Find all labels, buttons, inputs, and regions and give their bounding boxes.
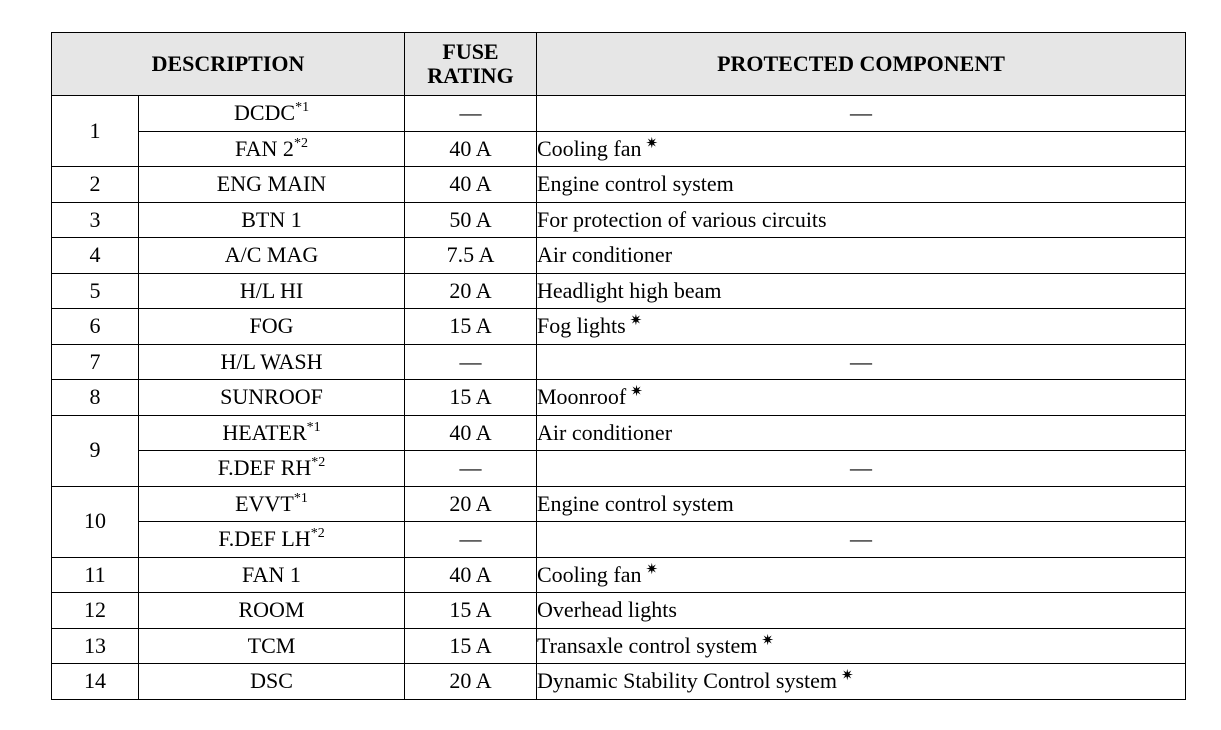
- protected-component: [537, 202, 1186, 238]
- fuse-name: TCM: [247, 632, 296, 658]
- fuse-name: F.DEF LH: [218, 526, 311, 552]
- fuse-number: 4: [52, 238, 139, 274]
- fuse-rating: 20 A: [405, 486, 537, 522]
- table-row: [52, 309, 1186, 345]
- table-row: [52, 202, 1186, 238]
- component-text: Cooling fan: [537, 135, 642, 161]
- fuse-number: 14: [52, 664, 139, 700]
- asterisk-icon: ✷: [841, 668, 854, 685]
- fuse-description: [139, 202, 405, 238]
- fuse-name: A/C MAG: [224, 242, 319, 268]
- fuse-name: FAN 2: [235, 135, 294, 161]
- fuse-description: [139, 344, 405, 380]
- table-row: [52, 522, 1186, 558]
- fuse-description: [139, 593, 405, 629]
- asterisk-icon: ✷: [630, 384, 643, 401]
- fuse-number: 13: [52, 628, 139, 664]
- component-text: Air conditioner: [537, 242, 673, 268]
- fuse-rating: —: [405, 344, 537, 380]
- table-row: [52, 344, 1186, 380]
- component-text: Air conditioner: [537, 419, 673, 445]
- protected-component: [537, 664, 1186, 700]
- fuse-number: 12: [52, 593, 139, 629]
- protected-component: [537, 380, 1186, 416]
- footnote-marker: *1: [293, 490, 308, 506]
- table-row: [52, 593, 1186, 629]
- protected-component: [537, 96, 1186, 132]
- table-row: [52, 451, 1186, 487]
- fuse-description: [139, 557, 405, 593]
- protected-component: [537, 131, 1186, 167]
- fuse-rating: —: [405, 451, 537, 487]
- fuse-name: FAN 1: [242, 561, 301, 587]
- fuse-description: [139, 309, 405, 345]
- table-row: [52, 628, 1186, 664]
- fuse-rating: —: [405, 96, 537, 132]
- fuse-number: 7: [52, 344, 139, 380]
- asterisk-icon: ✷: [761, 632, 774, 649]
- fuse-description: [139, 96, 405, 132]
- component-text: Overhead lights: [537, 597, 677, 623]
- protected-component: [537, 628, 1186, 664]
- fuse-number: 5: [52, 273, 139, 309]
- fuse-name: DSC: [250, 668, 293, 694]
- fuse-number: 9: [52, 415, 139, 486]
- fuse-rating: 7.5 A: [405, 238, 537, 274]
- asterisk-icon: ✷: [629, 313, 643, 330]
- component-text: Dynamic Stability Control system: [537, 668, 838, 694]
- fuse-description: [139, 238, 405, 274]
- footnote-marker: *2: [310, 526, 325, 542]
- protected-component: [537, 557, 1186, 593]
- fuse-rating: 40 A: [405, 167, 537, 203]
- asterisk-icon: ✷: [645, 561, 659, 578]
- protected-component: [537, 273, 1186, 309]
- fuse-rating: 50 A: [405, 202, 537, 238]
- protected-component: [537, 522, 1186, 558]
- component-text: Moonroof: [537, 384, 627, 410]
- fuse-rating: 15 A: [405, 380, 537, 416]
- fuse-name: ROOM: [238, 597, 305, 623]
- component-text: Engine control system: [537, 490, 734, 516]
- fuse-description: [139, 451, 405, 487]
- fuse-number: 3: [52, 202, 139, 238]
- protected-component: [537, 238, 1186, 274]
- component-text: Fog lights: [537, 313, 626, 339]
- footnote-marker: *2: [293, 135, 308, 151]
- table-row: [52, 415, 1186, 451]
- component-text: Transaxle control system: [537, 632, 758, 658]
- table-row: [52, 380, 1186, 416]
- protected-component: [537, 593, 1186, 629]
- header-description: DESCRIPTION: [52, 33, 405, 96]
- fuse-number: 11: [52, 557, 139, 593]
- table-row: [52, 664, 1186, 700]
- footnote-marker: *2: [311, 455, 326, 471]
- fuse-rating: 15 A: [405, 309, 537, 345]
- fuse-rating: 20 A: [405, 273, 537, 309]
- fuse-table: [51, 32, 1186, 700]
- fuse-description: [139, 486, 405, 522]
- fuse-name: F.DEF RH: [217, 455, 312, 481]
- fuse-name: SUNROOF: [220, 384, 323, 410]
- fuse-name: EVVT: [235, 490, 294, 516]
- table-row: [52, 486, 1186, 522]
- protected-component: [537, 451, 1186, 487]
- fuse-name: H/L HI: [239, 277, 304, 303]
- fuse-table-body: [52, 96, 1186, 700]
- fuse-rating: 40 A: [405, 557, 537, 593]
- header-fuse-rating: [405, 33, 537, 96]
- fuse-name: ENG MAIN: [216, 171, 327, 197]
- header-fuse-rating-line1: FUSE: [442, 38, 499, 64]
- fuse-name: HEATER: [222, 419, 307, 445]
- fuse-name: DCDC: [233, 100, 296, 126]
- fuse-rating: 15 A: [405, 628, 537, 664]
- fuse-number: 8: [52, 380, 139, 416]
- header-fuse-rating-line2: RATING: [427, 63, 514, 88]
- header-protected-component: PROTECTED COMPONENT: [537, 33, 1186, 96]
- component-text: —: [850, 348, 872, 374]
- fuse-description: [139, 628, 405, 664]
- protected-component: [537, 167, 1186, 203]
- fuse-description: [139, 131, 405, 167]
- footnote-marker: *1: [295, 100, 310, 116]
- fuse-description: [139, 167, 405, 203]
- fuse-name: BTN 1: [241, 206, 302, 232]
- component-text: —: [850, 455, 872, 481]
- component-text: Engine control system: [537, 171, 734, 197]
- fuse-number: 2: [52, 167, 139, 203]
- fuse-rating: 15 A: [405, 593, 537, 629]
- protected-component: [537, 486, 1186, 522]
- table-row: [52, 557, 1186, 593]
- protected-component: [537, 344, 1186, 380]
- fuse-rating: —: [405, 522, 537, 558]
- fuse-number: 10: [52, 486, 139, 557]
- fuse-rating: 20 A: [405, 664, 537, 700]
- fuse-rating: 40 A: [405, 131, 537, 167]
- header-row: [52, 33, 1186, 96]
- protected-component: [537, 309, 1186, 345]
- table-row: [52, 167, 1186, 203]
- protected-component: [537, 415, 1186, 451]
- fuse-name: FOG: [249, 313, 294, 339]
- fuse-description: [139, 522, 405, 558]
- table-row: [52, 238, 1186, 274]
- component-text: —: [850, 100, 872, 126]
- fuse-rating: 40 A: [405, 415, 537, 451]
- asterisk-icon: ✷: [645, 135, 659, 152]
- footnote-marker: *1: [306, 419, 321, 435]
- fuse-description: [139, 380, 405, 416]
- fuse-name: H/L WASH: [220, 348, 323, 374]
- table-row: [52, 96, 1186, 132]
- table-row: [52, 273, 1186, 309]
- fuse-number: 1: [52, 96, 139, 167]
- component-text: Headlight high beam: [537, 277, 722, 303]
- component-text: —: [850, 526, 872, 552]
- table-row: [52, 131, 1186, 167]
- fuse-description: [139, 664, 405, 700]
- fuse-number: 6: [52, 309, 139, 345]
- fuse-description: [139, 273, 405, 309]
- component-text: Cooling fan: [537, 561, 642, 587]
- component-text: For protection of various circuits: [537, 206, 827, 232]
- fuse-description: [139, 415, 405, 451]
